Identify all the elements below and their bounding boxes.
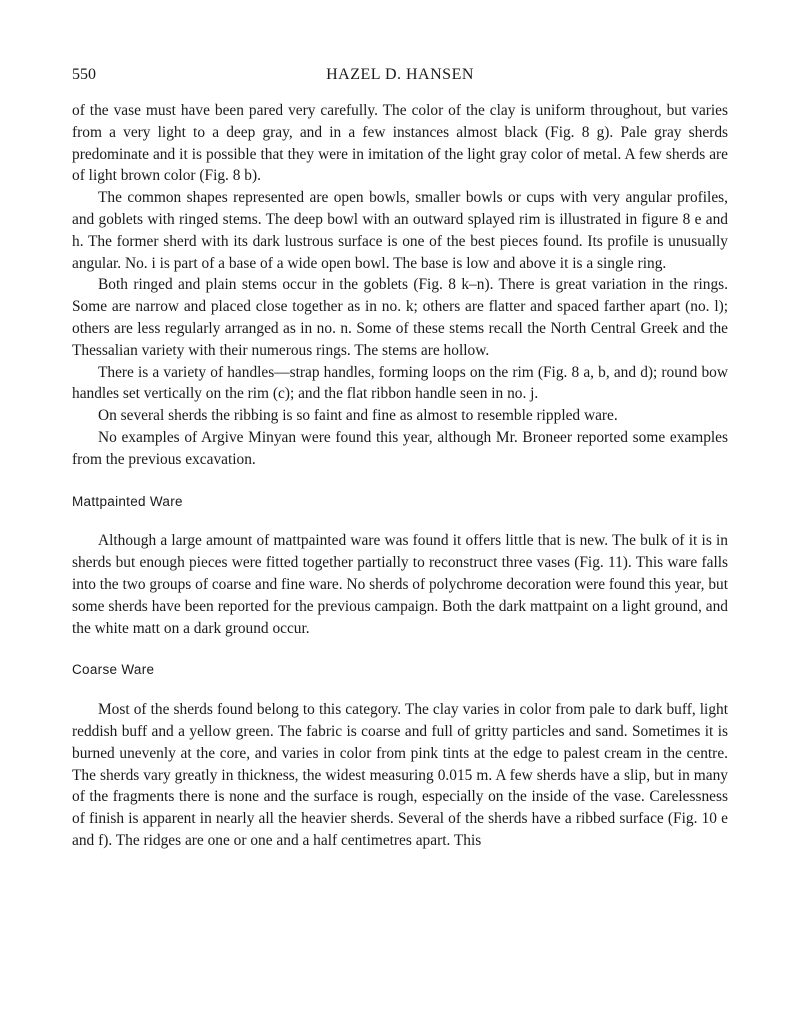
paragraph: The common shapes represented are open bowls, smaller bowls or cups with very angular profiles, and goblets with ringed stems. The deep bowl with an outward splayed rim is illustrated in figure 8 e and h. The former sherd with its dark lustrous surface is one of the best pieces found. Its profile is unusually angular. No. i is part of a base of a wide open bowl. The base is low and above it is a single ring. [72,189,728,272]
page-number: 550 [72,66,96,83]
paragraph-continued: of the vase must have been pared very carefully. The color of the clay is uniform throughout, but varies from a very light to a deep gray, and in a few instances almost black (Fig. 8 g). Pale gray sherds predominate and it is possible that they were in imitation of the light gray color of metal. A few sherds are of light brown color (Fig. 8 b). [72,102,728,185]
paragraph: There is a variety of handles—strap handles, forming loops on the rim (Fig. 8 a, b, and d); round bow handles set vertically on the rim (c); and the flat ribbon handle seen in no. j. [72,363,728,403]
section-heading-mattpainted-ware: Mattpainted Ware [72,493,183,509]
paragraph: On several sherds the ribbing is so faint and fine as almost to resemble rippled ware. [98,407,618,425]
section-heading-coarse-ware: Coarse Ware [72,662,155,678]
running-head [72,66,728,88]
paragraph: Although a large amount of mattpainted ware was found it offers little that is new. The bulk of it is in sherds but enough pieces were fitted together partially to reconstruct three vases (Fig. 11). This ware falls into the two groups of coarse and fine ware. No sherds of polychrome decoration were found this year, but some sherds have been reported for the previous campaign. Both the dark mattpaint on a light ground, and the white matt on a dark ground occur. [72,532,728,637]
body-text [72,100,728,852]
paragraph: No examples of Argive Minyan were found this year, although Mr. Broneer reported some examples from the previous excavation. [72,428,728,468]
paragraph: Most of the sherds found belong to this category. The clay varies in color from pale to dark buff, light reddish buff and a yellow green. The fabric is coarse and full of gritty particles and sand. Sometimes it is burned unevenly at the core, and varies in color from pink tints at the edge to palest cream in the centre. The sherds vary greatly in thickness, the widest measuring 0.015 m. A few sherds have a slip, but in many of the fragments there is none and the surface is rough, especially on the inside of the vase. Carelessness of finish is apparent in nearly all the heavier sherds. Several of the sherds have a ribbed surface (Fig. 10 e and f). The ridges are one or one and a half centimetres apart. This [72,701,728,849]
running-title: HAZEL D. HANSEN [326,66,474,83]
paragraph: Both ringed and plain stems occur in the goblets (Fig. 8 k–n). There is great variation in the rings. Some are narrow and placed close together as in no. k; others are flatter and spaced farther apart (no. l); others are less regularly arranged as in no. n. Some of these stems recall the North Central Greek and the Thessalian variety with their numerous rings. The stems are hollow. [72,276,728,359]
